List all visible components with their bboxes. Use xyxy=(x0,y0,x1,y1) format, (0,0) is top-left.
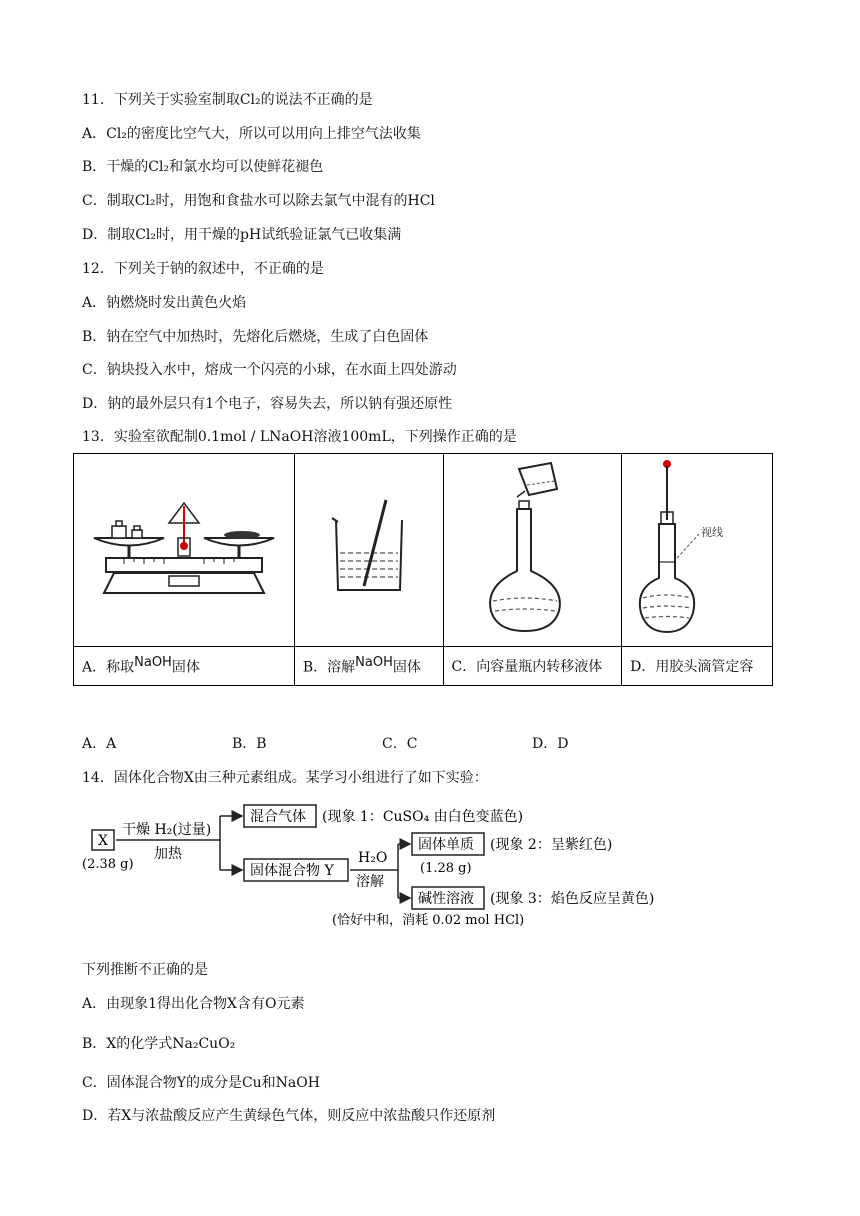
q12-stem: 12．下列关于钠的叙述中，不正确的是 xyxy=(82,261,324,277)
phenomenon-3: (现象 3：焰色反应呈黄色) xyxy=(490,891,655,907)
q13-answer-c: C．C xyxy=(382,736,418,752)
volumetric-flask-dropper-illustration xyxy=(637,458,757,638)
q12-option-d: D．钠的最外层只有1个电子，容易失去，所以钠有强还原性 xyxy=(82,396,453,412)
arrow2-top-label: H₂O xyxy=(358,850,388,866)
q13-answer-a: A．A xyxy=(82,736,117,752)
x-box-label: X xyxy=(98,833,108,849)
q13-answer-b: B．B xyxy=(232,736,267,752)
phenomenon-2: (现象 2：呈紫红色) xyxy=(490,837,613,853)
q11-option-d: D．制取Cl₂时，用干燥的pH试纸验证氯气已收集满 xyxy=(82,227,402,243)
q11-option-b: B．干燥的Cl₂和氯水均可以使鲜花褪色 xyxy=(82,159,324,175)
sight-line-label: 视线 xyxy=(701,526,724,539)
balance-cell xyxy=(74,454,295,647)
beaker-cell xyxy=(294,454,443,647)
flask-transfer-cell xyxy=(443,454,622,647)
q14-option-b: B．X的化学式Na₂CuO₂ xyxy=(82,1036,236,1052)
q14-flow-diagram xyxy=(80,800,680,930)
arrow1-top-label: 干燥 H₂(过量) xyxy=(122,822,212,838)
solid-element-mass: (1.28 g) xyxy=(420,861,472,876)
q13-figure-table xyxy=(73,453,773,686)
q14-stem: 14．固体化合物X由三种元素组成。某学习小组进行了如下实验： xyxy=(82,770,488,786)
q12-option-a: A．钠燃烧时发出黄色火焰 xyxy=(82,295,247,311)
volumetric-flask-transfer-illustration xyxy=(477,461,587,636)
caption-c: C．向容量瓶内转移液体 xyxy=(443,647,622,686)
q14-prompt: 下列推断不正确的是 xyxy=(82,962,208,978)
q14-option-a: A．由现象1得出化合物X含有O元素 xyxy=(82,996,305,1012)
q13-stem: 13．实验室欲配制0.1mol / LNaOH溶液100mL，下列操作正确的是 xyxy=(82,429,517,445)
phenomenon-1: (现象 1：CuSO₄ 由白色变蓝色) xyxy=(322,809,524,825)
solid-element-label: 固体单质 xyxy=(418,837,474,853)
x-mass: (2.38 g) xyxy=(82,857,134,872)
beaker-illustration xyxy=(324,498,414,598)
arrow1-bottom-label: 加热 xyxy=(154,846,182,862)
flask-dropper-cell xyxy=(622,454,773,647)
q11-stem: 11．下列关于实验室制取Cl₂的说法不正确的是 xyxy=(82,92,373,108)
mixed-gas-label: 混合气体 xyxy=(250,809,306,825)
caption-d: D．用胶头滴管定容 xyxy=(622,647,773,686)
q14-option-c: C．固体混合物Y的成分是Cu和NaOH xyxy=(82,1075,320,1091)
neutralization-note: (恰好中和，消耗 0.02 mol HCl) xyxy=(332,913,525,928)
arrow2-bottom-label: 溶解 xyxy=(356,874,384,890)
balance-scale-illustration xyxy=(84,498,284,598)
solid-mixture-y-label: 固体混合物 Y xyxy=(250,863,334,879)
caption-b: B．溶解$^{NaOH}$固体 xyxy=(294,647,443,686)
q14-option-d: D．若X与浓盐酸反应产生黄绿色气体，则反应中浓盐酸只作还原剂 xyxy=(82,1108,496,1124)
q12-option-b: B．钠在空气中加热时，先熔化后燃烧，生成了白色固体 xyxy=(82,329,429,345)
basic-solution-label: 碱性溶液 xyxy=(418,891,474,907)
q12-option-c: C．钠块投入水中，熔成一个闪亮的小球，在水面上四处游动 xyxy=(82,362,457,378)
caption-a: A．称取$^{NaOH}$固体 xyxy=(74,647,295,686)
q11-option-a: A．Cl₂的密度比空气大，所以可以用向上排空气法收集 xyxy=(82,126,421,142)
q11-option-c: C．制取Cl₂时，用饱和食盐水可以除去氯气中混有的HCl xyxy=(82,193,435,209)
q13-answer-d: D．D xyxy=(532,736,569,752)
